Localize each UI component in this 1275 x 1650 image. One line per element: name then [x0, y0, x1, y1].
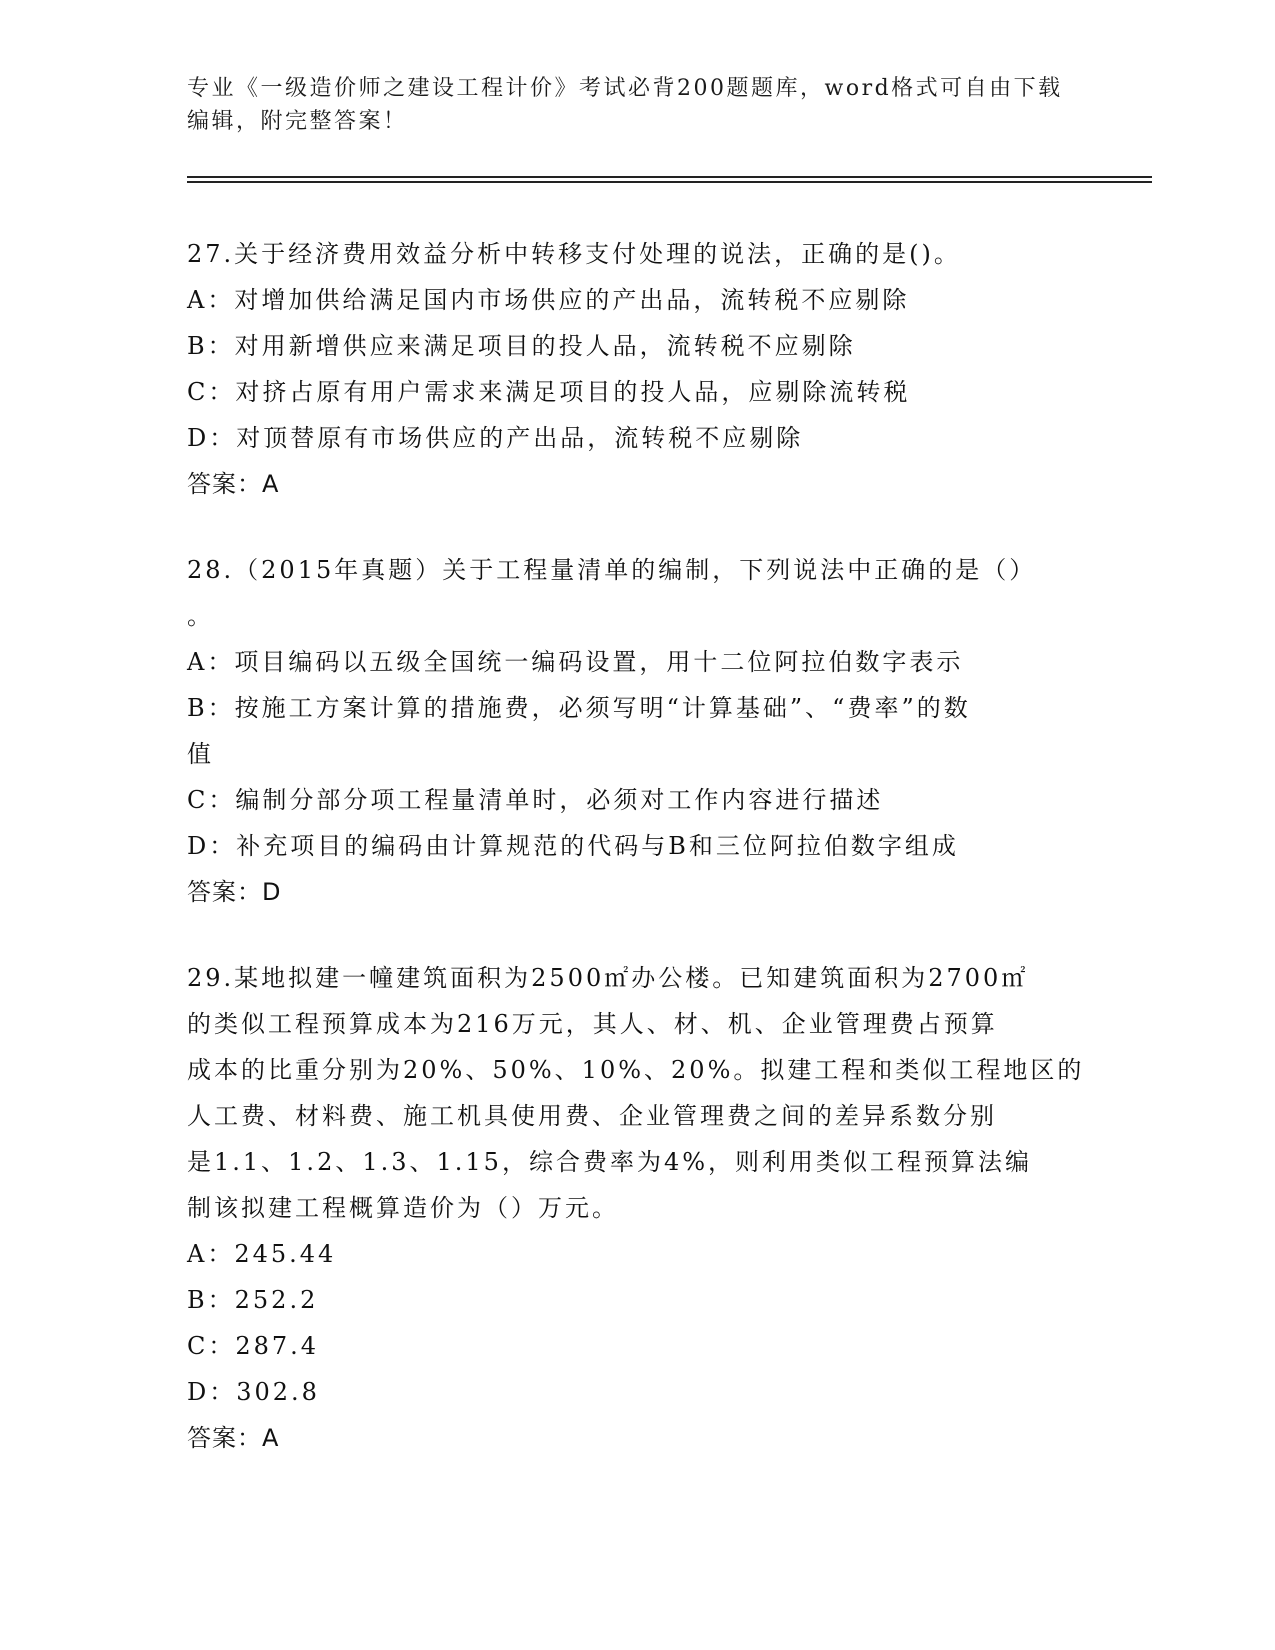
question-stem: 28.（2015年真题）关于工程量清单的编制，下列说法中正确的是（） [187, 556, 1037, 584]
option-b-continued: 值 [187, 740, 214, 768]
option-d: D：补充项目的编码由计算规范的代码与B和三位阿拉伯数字组成 [187, 832, 959, 860]
option-c: C：编制分部分项工程量清单时，必须对工作内容进行描述 [187, 786, 884, 814]
option-b: B：对用新增供应来满足项目的投人品，流转税不应剔除 [187, 332, 856, 360]
answer: 答案：D [187, 878, 282, 906]
answer: 答案：A [187, 1424, 280, 1452]
question-stem-continued: 人工费、材料费、施工机具使用费、企业管理费之间的差异系数分别 [187, 1102, 997, 1130]
option-a: A：245.44 [187, 1240, 337, 1268]
question-stem: 27.关于经济费用效益分析中转移支付处理的说法，正确的是()。 [187, 240, 961, 268]
answer: 答案：A [187, 470, 280, 498]
header-text: 专业《一级造价师之建设工程计价》考试必背200题题库，word格式可自由下载编辑，附完整答案！ [187, 76, 1063, 134]
header-rule-top [187, 176, 1152, 178]
option-c: C：对挤占原有用户需求来满足项目的投人品，应剔除流转税 [187, 378, 911, 406]
option-d: D：对顶替原有市场供应的产出品，流转税不应剔除 [187, 424, 804, 452]
document-header [187, 72, 1067, 138]
question-stem-continued: 的类似工程预算成本为216万元，其人、材、机、企业管理费占预算 [187, 1010, 998, 1038]
option-c: C：287.4 [187, 1332, 320, 1360]
question-stem-continued: 。 [187, 602, 214, 630]
option-a: A：项目编码以五级全国统一编码设置，用十二位阿拉伯数字表示 [187, 648, 964, 676]
question-29 [187, 955, 1087, 1461]
question-stem-continued: 成本的比重分别为20%、50%、10%、20%。拟建工程和类似工程地区的 [187, 1056, 1085, 1084]
question-stem: 29.某地拟建一幢建筑面积为2500㎡办公楼。已知建筑面积为2700㎡ [187, 964, 1029, 992]
question-28 [187, 547, 1087, 915]
option-d: D：302.8 [187, 1378, 320, 1406]
option-b: B：252.2 [187, 1286, 319, 1314]
question-27 [187, 231, 1087, 507]
question-stem-continued: 制该拟建工程概算造价为（）万元。 [187, 1194, 619, 1222]
question-stem-continued: 是1.1、1.2、1.3、1.15，综合费率为4%，则利用类似工程预算法编 [187, 1148, 1033, 1176]
header-rule-bottom [187, 181, 1152, 183]
option-b: B：按施工方案计算的措施费，必须写明“计算基础”、“费率”的数 [187, 694, 971, 722]
option-a: A：对增加供给满足国内市场供应的产出品，流转税不应剔除 [187, 286, 910, 314]
